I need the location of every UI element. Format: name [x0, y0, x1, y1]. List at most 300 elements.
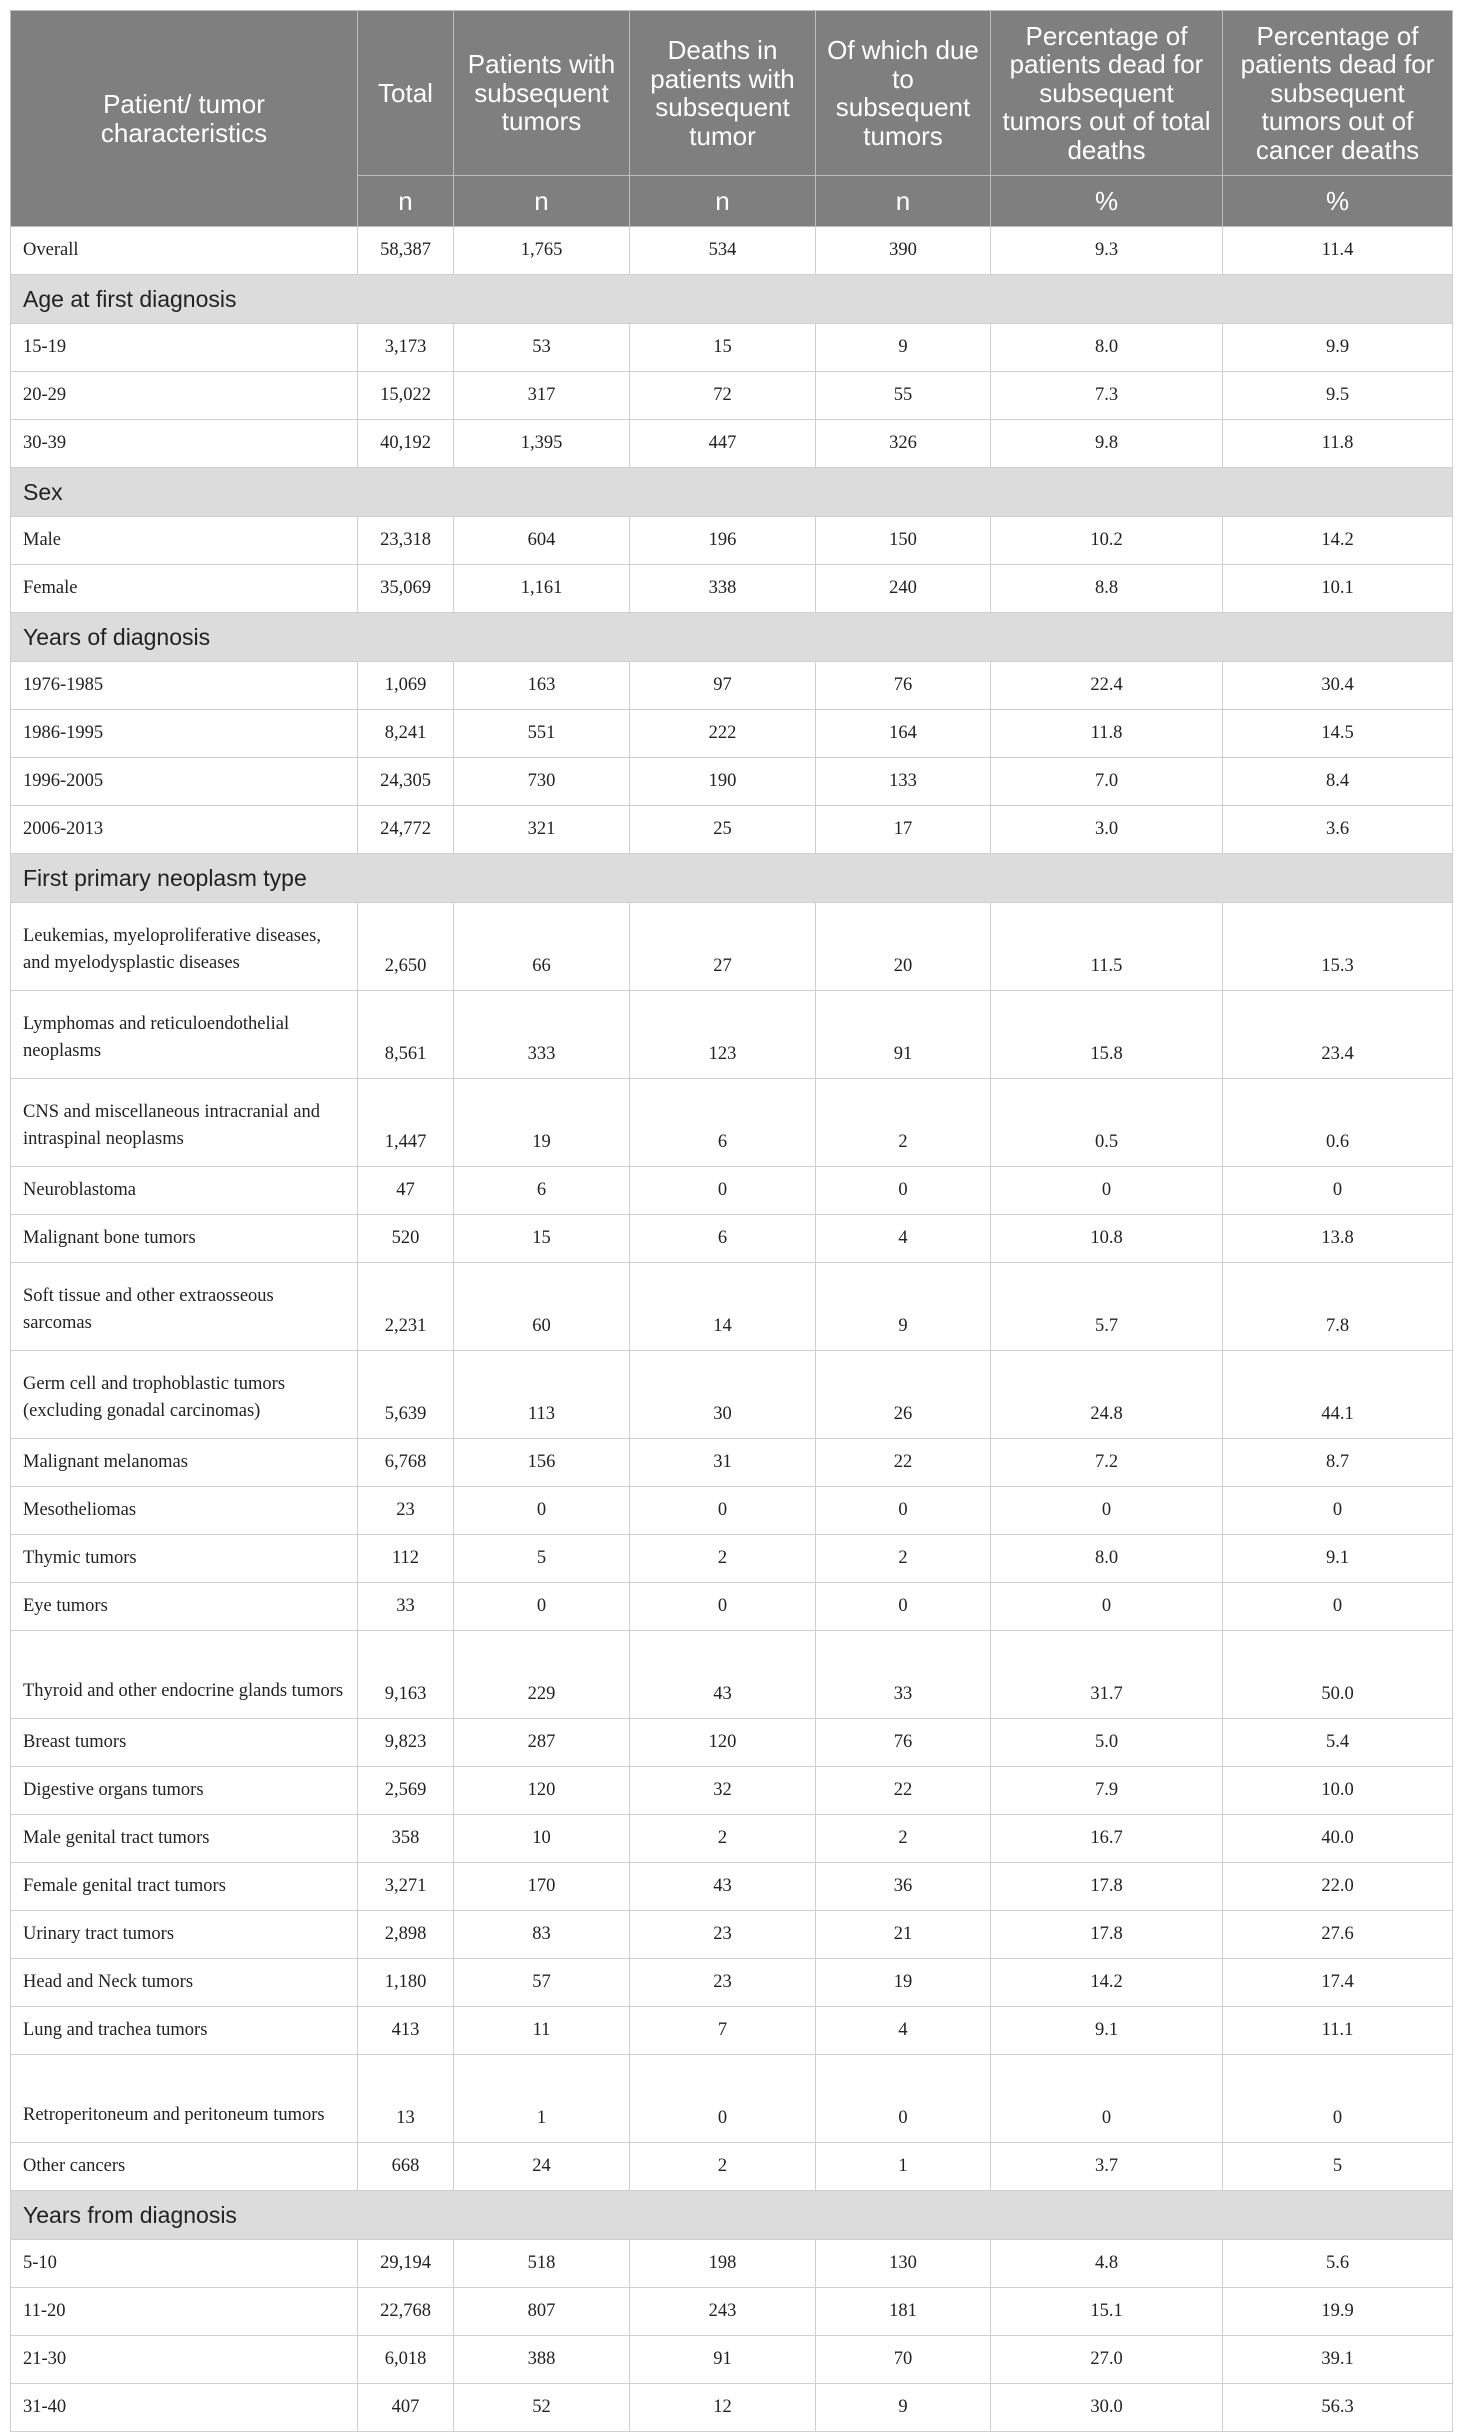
- cell-value: 170: [454, 1863, 630, 1911]
- cell-value: 0: [816, 1583, 991, 1631]
- table-row: [11, 2240, 1453, 2288]
- cell-value: 1,180: [358, 1959, 454, 2007]
- cell-value: 23.4: [1223, 991, 1453, 1079]
- table-row: [11, 517, 1453, 565]
- section-heading: Years from diagnosis: [11, 2191, 1453, 2240]
- unit-due-to: n: [816, 176, 991, 227]
- row-label: Neuroblastoma: [11, 1167, 358, 1215]
- cell-value: 2: [816, 1815, 991, 1863]
- table-row: [11, 1815, 1453, 1863]
- cell-value: 0: [816, 1487, 991, 1535]
- cell-value: 6: [630, 1215, 816, 1263]
- cell-value: 164: [816, 710, 991, 758]
- row-label: 15-19: [11, 324, 358, 372]
- table-row: [11, 662, 1453, 710]
- cell-value: 72: [630, 372, 816, 420]
- cell-value: 3,173: [358, 324, 454, 372]
- cell-value: 1,765: [454, 227, 630, 275]
- cell-value: 17: [816, 806, 991, 854]
- cell-value: 20: [816, 903, 991, 991]
- cell-value: 30.0: [991, 2384, 1223, 2432]
- row-label: Lung and trachea tumors: [11, 2007, 358, 2055]
- cell-value: 35,069: [358, 565, 454, 613]
- cell-value: 2,231: [358, 1263, 454, 1351]
- cell-value: 9.1: [1223, 1535, 1453, 1583]
- cell-value: 222: [630, 710, 816, 758]
- cell-value: 0: [630, 1583, 816, 1631]
- cell-value: 2: [630, 2143, 816, 2191]
- cell-value: 6,018: [358, 2336, 454, 2384]
- table-header: [11, 11, 1453, 227]
- cell-value: 12: [630, 2384, 816, 2432]
- cell-value: 10.2: [991, 517, 1223, 565]
- cell-value: 9.5: [1223, 372, 1453, 420]
- cell-value: 31.7: [991, 1631, 1223, 1719]
- cell-value: 534: [630, 227, 816, 275]
- cell-value: 44.1: [1223, 1351, 1453, 1439]
- cell-value: 8.7: [1223, 1439, 1453, 1487]
- row-label: Digestive organs tumors: [11, 1767, 358, 1815]
- cell-value: 17.4: [1223, 1959, 1453, 2007]
- table-row: [11, 372, 1453, 420]
- unit-pct-total: %: [991, 176, 1223, 227]
- cell-value: 2,898: [358, 1911, 454, 1959]
- cell-value: 19.9: [1223, 2288, 1453, 2336]
- unit-total: n: [358, 176, 454, 227]
- cell-value: 2,569: [358, 1767, 454, 1815]
- cell-value: 5: [454, 1535, 630, 1583]
- cell-value: 9.9: [1223, 324, 1453, 372]
- cell-value: 15: [630, 324, 816, 372]
- cell-value: 9: [816, 2384, 991, 2432]
- cell-value: 130: [816, 2240, 991, 2288]
- row-label: Malignant melanomas: [11, 1439, 358, 1487]
- cell-value: 5.0: [991, 1719, 1223, 1767]
- cell-value: 27.0: [991, 2336, 1223, 2384]
- cell-value: 113: [454, 1351, 630, 1439]
- unit-patients: n: [454, 176, 630, 227]
- cell-value: 10: [454, 1815, 630, 1863]
- section-heading: Age at first diagnosis: [11, 275, 1453, 324]
- cell-value: 120: [454, 1767, 630, 1815]
- cell-value: 0: [454, 1487, 630, 1535]
- cell-value: 17.8: [991, 1911, 1223, 1959]
- header-due-to-subsequent: Of which due to subsequent tumors: [816, 11, 991, 176]
- cell-value: 181: [816, 2288, 991, 2336]
- row-label: Overall: [11, 227, 358, 275]
- cell-value: 36: [816, 1863, 991, 1911]
- cell-value: 22,768: [358, 2288, 454, 2336]
- cell-value: 10.8: [991, 1215, 1223, 1263]
- cell-value: 1,447: [358, 1079, 454, 1167]
- cell-value: 23: [630, 1911, 816, 1959]
- cell-value: 3.0: [991, 806, 1223, 854]
- cell-value: 9.3: [991, 227, 1223, 275]
- cell-value: 0: [991, 1487, 1223, 1535]
- cell-value: 39.1: [1223, 2336, 1453, 2384]
- cell-value: 8.4: [1223, 758, 1453, 806]
- table-row: [11, 710, 1453, 758]
- cell-value: 3.6: [1223, 806, 1453, 854]
- cell-value: 23,318: [358, 517, 454, 565]
- cell-value: 2: [630, 1535, 816, 1583]
- cell-value: 24: [454, 2143, 630, 2191]
- cell-value: 3,271: [358, 1863, 454, 1911]
- section-row: [11, 2191, 1453, 2240]
- cell-value: 7.0: [991, 758, 1223, 806]
- cell-value: 30.4: [1223, 662, 1453, 710]
- cell-value: 240: [816, 565, 991, 613]
- cell-value: 91: [816, 991, 991, 1079]
- table-row: [11, 991, 1453, 1079]
- cell-value: 9: [816, 1263, 991, 1351]
- section-row: [11, 854, 1453, 903]
- unit-deaths: n: [630, 176, 816, 227]
- cell-value: 1: [816, 2143, 991, 2191]
- cell-value: 22: [816, 1439, 991, 1487]
- cell-value: 10.0: [1223, 1767, 1453, 1815]
- cell-value: 1,161: [454, 565, 630, 613]
- cell-value: 24.8: [991, 1351, 1223, 1439]
- cell-value: 31: [630, 1439, 816, 1487]
- cell-value: 40.0: [1223, 1815, 1453, 1863]
- section-heading: Years of diagnosis: [11, 613, 1453, 662]
- cell-value: 40,192: [358, 420, 454, 468]
- row-label: Thyroid and other endocrine glands tumors: [11, 1631, 358, 1719]
- cell-value: 8.0: [991, 1535, 1223, 1583]
- row-label: 11-20: [11, 2288, 358, 2336]
- cell-value: 27: [630, 903, 816, 991]
- cell-value: 5.7: [991, 1263, 1223, 1351]
- cell-value: 5.4: [1223, 1719, 1453, 1767]
- header-pct-cancer-deaths: Percentage of patients dead for subsequent tumors out of cancer deaths: [1223, 11, 1453, 176]
- cell-value: 8,241: [358, 710, 454, 758]
- cell-value: 6: [454, 1167, 630, 1215]
- row-label: Male: [11, 517, 358, 565]
- table-row: [11, 1535, 1453, 1583]
- cell-value: 27.6: [1223, 1911, 1453, 1959]
- cell-value: 0: [1223, 1487, 1453, 1535]
- cell-value: 5.6: [1223, 2240, 1453, 2288]
- row-label: Leukemias, myeloproliferative diseases, and myelodysplastic diseases: [11, 903, 358, 991]
- cell-value: 388: [454, 2336, 630, 2384]
- cell-value: 730: [454, 758, 630, 806]
- cell-value: 4.8: [991, 2240, 1223, 2288]
- cell-value: 668: [358, 2143, 454, 2191]
- cell-value: 16.7: [991, 1815, 1223, 1863]
- cell-value: 11.1: [1223, 2007, 1453, 2055]
- cell-value: 3.7: [991, 2143, 1223, 2191]
- table-container: [10, 10, 1452, 2432]
- cell-value: 33: [816, 1631, 991, 1719]
- cell-value: 47: [358, 1167, 454, 1215]
- cell-value: 198: [630, 2240, 816, 2288]
- cell-value: 11.8: [991, 710, 1223, 758]
- row-label: Other cancers: [11, 2143, 358, 2191]
- table-body: [11, 227, 1453, 2432]
- cell-value: 19: [816, 1959, 991, 2007]
- cell-value: 7.2: [991, 1439, 1223, 1487]
- cell-value: 0.6: [1223, 1079, 1453, 1167]
- cell-value: 287: [454, 1719, 630, 1767]
- cell-value: 25: [630, 806, 816, 854]
- row-label: 20-29: [11, 372, 358, 420]
- table-row: [11, 1487, 1453, 1535]
- cell-value: 196: [630, 517, 816, 565]
- cell-value: 56.3: [1223, 2384, 1453, 2432]
- cell-value: 0: [630, 1167, 816, 1215]
- cell-value: 26: [816, 1351, 991, 1439]
- cell-value: 15: [454, 1215, 630, 1263]
- table-row: [11, 806, 1453, 854]
- cell-value: 156: [454, 1439, 630, 1487]
- table-row: [11, 2143, 1453, 2191]
- row-label: 1996-2005: [11, 758, 358, 806]
- table-row: [11, 1863, 1453, 1911]
- cell-value: 9.8: [991, 420, 1223, 468]
- row-label: Lymphomas and reticuloendothelial neoplasms: [11, 991, 358, 1079]
- table-row: [11, 1351, 1453, 1439]
- cell-value: 9,823: [358, 1719, 454, 1767]
- results-table: [10, 10, 1453, 2432]
- cell-value: 15.8: [991, 991, 1223, 1079]
- cell-value: 518: [454, 2240, 630, 2288]
- cell-value: 0: [454, 1583, 630, 1631]
- cell-value: 57: [454, 1959, 630, 2007]
- cell-value: 358: [358, 1815, 454, 1863]
- cell-value: 7.3: [991, 372, 1223, 420]
- cell-value: 0: [1223, 1167, 1453, 1215]
- cell-value: 19: [454, 1079, 630, 1167]
- section-heading: Sex: [11, 468, 1453, 517]
- cell-value: 23: [358, 1487, 454, 1535]
- cell-value: 123: [630, 991, 816, 1079]
- cell-value: 604: [454, 517, 630, 565]
- cell-value: 4: [816, 1215, 991, 1263]
- cell-value: 33: [358, 1583, 454, 1631]
- cell-value: 76: [816, 1719, 991, 1767]
- cell-value: 8,561: [358, 991, 454, 1079]
- cell-value: 326: [816, 420, 991, 468]
- cell-value: 190: [630, 758, 816, 806]
- cell-value: 0: [991, 1583, 1223, 1631]
- cell-value: 0: [630, 1487, 816, 1535]
- row-label: 2006-2013: [11, 806, 358, 854]
- section-row: [11, 275, 1453, 324]
- cell-value: 0: [991, 1167, 1223, 1215]
- cell-value: 133: [816, 758, 991, 806]
- header-deaths-in-patients: Deaths in patients with subsequent tumor: [630, 11, 816, 176]
- table-row: [11, 1719, 1453, 1767]
- cell-value: 8.8: [991, 565, 1223, 613]
- cell-value: 9: [816, 324, 991, 372]
- cell-value: 32: [630, 1767, 816, 1815]
- cell-value: 14.2: [991, 1959, 1223, 2007]
- cell-value: 30: [630, 1351, 816, 1439]
- cell-value: 243: [630, 2288, 816, 2336]
- row-label: Mesotheliomas: [11, 1487, 358, 1535]
- cell-value: 15.1: [991, 2288, 1223, 2336]
- cell-value: 22.0: [1223, 1863, 1453, 1911]
- cell-value: 22.4: [991, 662, 1223, 710]
- cell-value: 7.9: [991, 1767, 1223, 1815]
- cell-value: 413: [358, 2007, 454, 2055]
- table-row: [11, 1767, 1453, 1815]
- row-label: Malignant bone tumors: [11, 1215, 358, 1263]
- cell-value: 1,069: [358, 662, 454, 710]
- cell-value: 13.8: [1223, 1215, 1453, 1263]
- unit-pct-cancer: %: [1223, 176, 1453, 227]
- table-row: [11, 1911, 1453, 1959]
- table-row: [11, 1167, 1453, 1215]
- cell-value: 0: [630, 2055, 816, 2143]
- row-label: Thymic tumors: [11, 1535, 358, 1583]
- row-label: Female genital tract tumors: [11, 1863, 358, 1911]
- cell-value: 120: [630, 1719, 816, 1767]
- cell-value: 22: [816, 1767, 991, 1815]
- cell-value: 29,194: [358, 2240, 454, 2288]
- cell-value: 112: [358, 1535, 454, 1583]
- row-label: 1986-1995: [11, 710, 358, 758]
- table-row: [11, 2055, 1453, 2143]
- row-label: Head and Neck tumors: [11, 1959, 358, 2007]
- table-row: [11, 2336, 1453, 2384]
- table-row: [11, 1215, 1453, 1263]
- header-characteristics: Patient/ tumor characteristics: [11, 11, 358, 227]
- cell-value: 52: [454, 2384, 630, 2432]
- cell-value: 0: [816, 2055, 991, 2143]
- cell-value: 43: [630, 1863, 816, 1911]
- cell-value: 23: [630, 1959, 816, 2007]
- table-row: [11, 1439, 1453, 1487]
- cell-value: 14.2: [1223, 517, 1453, 565]
- cell-value: 58,387: [358, 227, 454, 275]
- cell-value: 7.8: [1223, 1263, 1453, 1351]
- cell-value: 15.3: [1223, 903, 1453, 991]
- section-row: [11, 468, 1453, 517]
- cell-value: 2: [630, 1815, 816, 1863]
- cell-value: 11.5: [991, 903, 1223, 991]
- header-patients-with-subsequent-tumors: Patients with subsequent tumors: [454, 11, 630, 176]
- cell-value: 60: [454, 1263, 630, 1351]
- table-row: [11, 324, 1453, 372]
- row-label: CNS and miscellaneous intracranial and intraspinal neoplasms: [11, 1079, 358, 1167]
- header-total: Total: [358, 11, 454, 176]
- cell-value: 24,305: [358, 758, 454, 806]
- cell-value: 9,163: [358, 1631, 454, 1719]
- section-heading: First primary neoplasm type: [11, 854, 1453, 903]
- cell-value: 50.0: [1223, 1631, 1453, 1719]
- section-row: [11, 613, 1453, 662]
- row-label: Urinary tract tumors: [11, 1911, 358, 1959]
- table-row: [11, 1959, 1453, 2007]
- cell-value: 8.0: [991, 324, 1223, 372]
- row-label: 30-39: [11, 420, 358, 468]
- cell-value: 14: [630, 1263, 816, 1351]
- cell-value: 551: [454, 710, 630, 758]
- cell-value: 0: [1223, 1583, 1453, 1631]
- cell-value: 321: [454, 806, 630, 854]
- row-label: 31-40: [11, 2384, 358, 2432]
- cell-value: 5,639: [358, 1351, 454, 1439]
- cell-value: 83: [454, 1911, 630, 1959]
- cell-value: 5: [1223, 2143, 1453, 2191]
- cell-value: 70: [816, 2336, 991, 2384]
- cell-value: 2: [816, 1535, 991, 1583]
- table-row: [11, 2007, 1453, 2055]
- table-row: [11, 227, 1453, 275]
- cell-value: 229: [454, 1631, 630, 1719]
- cell-value: 14.5: [1223, 710, 1453, 758]
- cell-value: 163: [454, 662, 630, 710]
- table-row: [11, 1079, 1453, 1167]
- cell-value: 807: [454, 2288, 630, 2336]
- cell-value: 55: [816, 372, 991, 420]
- cell-value: 520: [358, 1215, 454, 1263]
- cell-value: 53: [454, 324, 630, 372]
- cell-value: 447: [630, 420, 816, 468]
- cell-value: 7: [630, 2007, 816, 2055]
- cell-value: 76: [816, 662, 991, 710]
- row-label: 21-30: [11, 2336, 358, 2384]
- cell-value: 2,650: [358, 903, 454, 991]
- table-row: [11, 758, 1453, 806]
- row-label: Male genital tract tumors: [11, 1815, 358, 1863]
- cell-value: 2: [816, 1079, 991, 1167]
- cell-value: 10.1: [1223, 565, 1453, 613]
- cell-value: 407: [358, 2384, 454, 2432]
- cell-value: 338: [630, 565, 816, 613]
- row-label: Germ cell and trophoblastic tumors (excluding gonadal carcinomas): [11, 1351, 358, 1439]
- cell-value: 43: [630, 1631, 816, 1719]
- cell-value: 11.4: [1223, 227, 1453, 275]
- cell-value: 11: [454, 2007, 630, 2055]
- cell-value: 24,772: [358, 806, 454, 854]
- table-row: [11, 1263, 1453, 1351]
- cell-value: 15,022: [358, 372, 454, 420]
- cell-value: 66: [454, 903, 630, 991]
- cell-value: 1,395: [454, 420, 630, 468]
- table-row: [11, 420, 1453, 468]
- cell-value: 6,768: [358, 1439, 454, 1487]
- cell-value: 17.8: [991, 1863, 1223, 1911]
- cell-value: 1: [454, 2055, 630, 2143]
- row-label: Female: [11, 565, 358, 613]
- row-label: Breast tumors: [11, 1719, 358, 1767]
- cell-value: 150: [816, 517, 991, 565]
- cell-value: 13: [358, 2055, 454, 2143]
- cell-value: 91: [630, 2336, 816, 2384]
- cell-value: 317: [454, 372, 630, 420]
- row-label: Retroperitoneum and peritoneum tumors: [11, 2055, 358, 2143]
- row-label: 1976-1985: [11, 662, 358, 710]
- cell-value: 4: [816, 2007, 991, 2055]
- cell-value: 97: [630, 662, 816, 710]
- table-row: [11, 1631, 1453, 1719]
- cell-value: 333: [454, 991, 630, 1079]
- row-label: Eye tumors: [11, 1583, 358, 1631]
- cell-value: 390: [816, 227, 991, 275]
- cell-value: 6: [630, 1079, 816, 1167]
- cell-value: 9.1: [991, 2007, 1223, 2055]
- table-row: [11, 2384, 1453, 2432]
- table-row: [11, 1583, 1453, 1631]
- cell-value: 0: [991, 2055, 1223, 2143]
- table-row: [11, 565, 1453, 613]
- cell-value: 0: [1223, 2055, 1453, 2143]
- cell-value: 11.8: [1223, 420, 1453, 468]
- header-pct-total-deaths: Percentage of patients dead for subsequent tumors out of total deaths: [991, 11, 1223, 176]
